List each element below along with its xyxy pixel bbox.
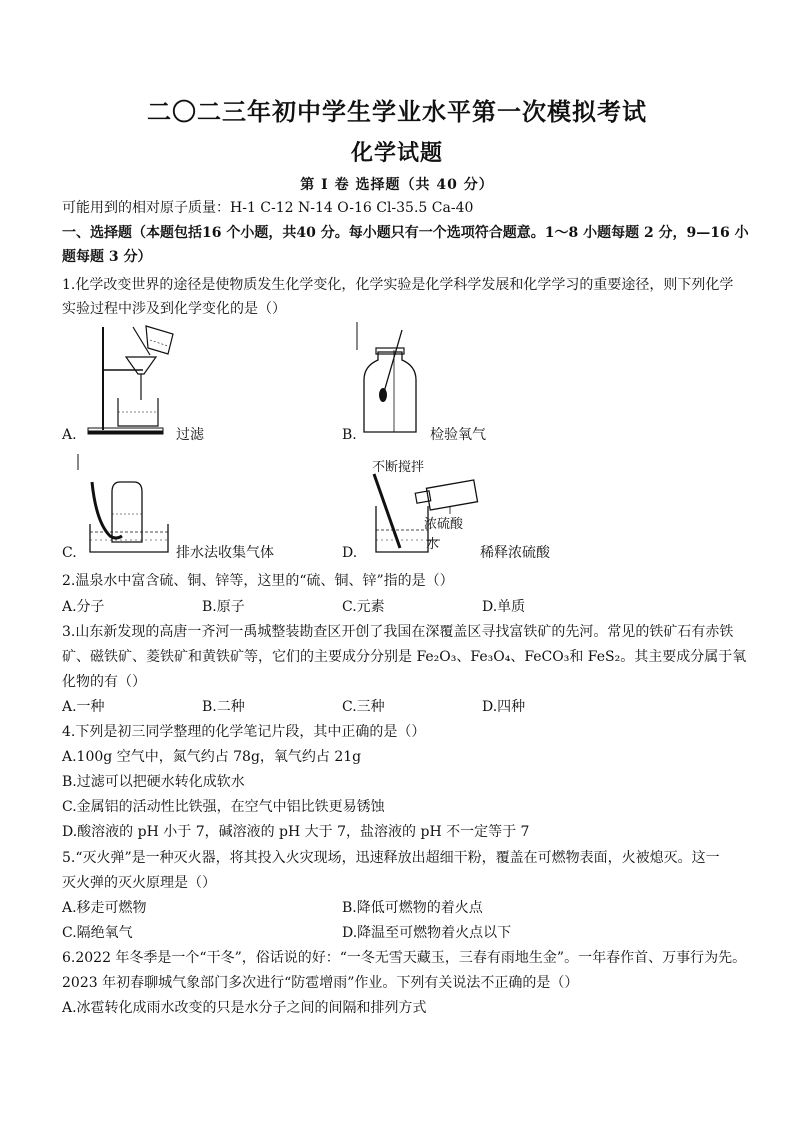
q2-stem: 2.温泉水中富含硫、铜、锌等，这里的“硫、铜、锌”指的是（）	[62, 573, 454, 589]
q4-option-b: B.过滤可以把硬水转化成软水	[62, 774, 245, 790]
water-label: 水	[426, 537, 440, 552]
q2-option-c: C.元素	[342, 599, 385, 615]
atomic-masses: 可能用到的相对原子质量：H-1 C-12 N-14 O-16 Cl-35.5 Ca-40	[62, 200, 474, 216]
q3-option-d: D.四种	[482, 699, 526, 715]
q6-stem-line2: 2023 年初春聊城气象部门多次进行“防雹增雨”作业。下列有关说法不正确的是（）	[62, 975, 579, 991]
part1-heading-line1: 一、选择题（本题包括16 个小题，共40 分。每小题只有一个选项符合题意。1～8 小题每题 2 分，9—16 小	[62, 225, 749, 241]
q2-option-d: D.单质	[482, 599, 526, 615]
q1-option-d-letter: D.	[342, 545, 358, 561]
q1-option-b-letter: B.	[342, 427, 357, 443]
part1-heading-line2: 题每题 3 分）	[62, 249, 152, 265]
q3-stem-line3: 化物的有（）	[62, 674, 146, 690]
q4-option-d: D.酸溶液的 pH 小于 7，碱溶液的 pH 大于 7，盐溶液的 pH 不一定等于 7	[62, 824, 530, 840]
q6-option-a: A.冰雹转化成雨水改变的只是水分子之间的间隔和排列方式	[62, 1000, 427, 1016]
main-title: 二〇二三年初中学生学业水平第一次模拟考试	[147, 97, 647, 126]
oxygen-test-figure	[350, 320, 430, 438]
q4-stem: 4.下列是初三同学整理的化学笔记片段，其中正确的是（）	[62, 724, 426, 740]
subject-title: 化学试题	[350, 140, 443, 166]
water-displacement-figure	[76, 452, 176, 556]
q5-option-c: C.隔绝氧气	[62, 925, 133, 941]
stir-label: 不断搅拌	[372, 460, 425, 475]
q5-option-b: B.降低可燃物的着火点	[342, 900, 483, 916]
acid-label: 浓硫酸	[424, 517, 464, 532]
q5-option-a: A.移走可燃物	[62, 900, 147, 916]
q1-option-a-letter: A.	[62, 427, 77, 443]
section-title: 第 I 卷 选择题（共 40 分）	[300, 177, 494, 193]
q1-stem-line2: 实验过程中涉及到化学变化的是（）	[62, 301, 286, 317]
q1-option-b-text: 检验氧气	[430, 427, 486, 443]
q3-option-b: B.二种	[202, 699, 245, 715]
q1-option-a-text: 过滤	[176, 427, 204, 443]
q4-option-a: A.100g 空气中，氮气约占 78g，氧气约占 21g	[62, 749, 362, 765]
q1-option-d-text: 稀释浓硫酸	[480, 545, 550, 561]
filtration-apparatus-figure	[78, 322, 188, 440]
q2-option-b: B.原子	[202, 599, 245, 615]
q1-option-c-letter: C.	[62, 545, 77, 561]
q5-stem-line2: 灭火弹的灭火原理是（）	[62, 875, 216, 891]
q4-option-c: C.金属铝的活动性比铁强，在空气中铝比铁更易锈蚀	[62, 799, 385, 815]
q3-option-a: A.一种	[62, 699, 105, 715]
q3-stem-line1: 3.山东新发现的高唐一齐河一禹城整装勘查区开创了我国在深覆盖区寻找富铁矿的先河。常见的铁矿石有赤铁	[62, 624, 734, 640]
q1-stem-line1: 1.化学改变世界的途径是使物质发生化学变化，化学实验是化学科学发展和化学学习的重要途径，则下列化学	[62, 277, 734, 293]
q3-option-c: C.三种	[342, 699, 385, 715]
q6-stem-line1: 6.2022 年冬季是一个“干冬”，俗话说的好：“一冬无雪天藏玉，三春有雨地生金”。一年春作首、万事行为先。	[62, 950, 747, 966]
q2-option-a: A.分子	[62, 599, 105, 615]
q1-option-c-text: 排水法收集气体	[176, 545, 274, 561]
q3-stem-line2: 矿、磁铁矿、菱铁矿和黄铁矿等，它们的主要成分分别是 Fe₂O₃、Fe₃O₄、FeCO₃和 FeS₂。其主要成分属于氧	[62, 649, 747, 665]
q5-stem-line1: 5.“灭火弹”是一种灭火器，将其投入火灾现场，迅速释放出超细干粉，覆盖在可燃物表面，火被熄灭。这一	[62, 850, 720, 866]
q5-option-d: D.降温至可燃物着火点以下	[342, 925, 512, 941]
